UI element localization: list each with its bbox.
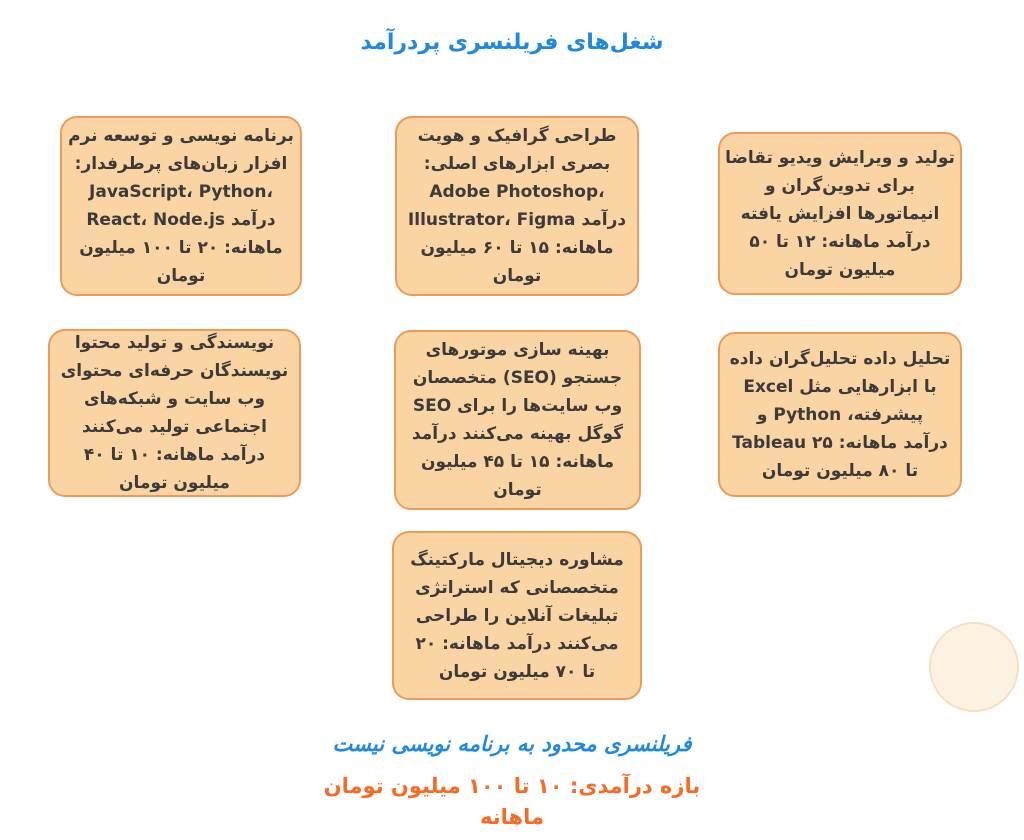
income-range-line: بازه درآمدی: ۱۰ تا ۱۰۰ میلیون تومان bbox=[323, 774, 701, 798]
job-box-graphic-design bbox=[395, 116, 639, 296]
box-text-line: تا ۷۰ میلیون تومان bbox=[438, 661, 596, 682]
box-text-line: تومان bbox=[493, 480, 542, 500]
box-text-line: مشاوره دیجیتال مارکتینگ bbox=[410, 549, 624, 570]
box-text-line: SEO وب سایت‌ها را برای bbox=[412, 396, 623, 416]
box-text-line: متخصصانی که استراتژی bbox=[415, 577, 619, 598]
box-text-line: ماهانه: ۱۵ تا ۶۰ میلیون bbox=[420, 238, 614, 258]
box-text-line: می‌کنند درآمد ماهانه: ۲۰ bbox=[415, 633, 619, 654]
box-text-line: برنامه نویسی و توسعه نرم bbox=[68, 126, 294, 146]
income-range bbox=[0, 771, 1024, 833]
job-box-content-writing bbox=[48, 329, 301, 497]
box-text-line: میلیون تومان bbox=[119, 473, 230, 493]
box-text-line: تحلیل داده تحلیل‌گران داده bbox=[729, 348, 951, 369]
box-text-line: ماهانه: ۲۰ تا ۱۰۰ میلیون bbox=[79, 238, 283, 258]
box-text-line: افزار زبان‌های پرطرفدار: bbox=[74, 154, 288, 174]
box-text-line: تومان bbox=[492, 266, 542, 286]
box-text-line: تومان bbox=[156, 266, 206, 286]
box-text-line: انیماتورها افزایش یافته bbox=[740, 203, 940, 224]
box-text-line: میلیون تومان bbox=[784, 259, 896, 280]
job-box-programming bbox=[60, 116, 302, 296]
box-text-line: JavaScript، Python، bbox=[89, 182, 273, 202]
box-text-line: تولید و ویرایش ویدیو تقاضا bbox=[725, 147, 955, 168]
box-text-line: React، Node.js درآمد bbox=[86, 210, 276, 230]
box-text-line: گوگل بهینه می‌کنند درآمد bbox=[411, 424, 624, 444]
box-text-line: پیشرفته، Python و bbox=[756, 404, 924, 425]
decorative-circle bbox=[929, 622, 1019, 712]
page-title: شغل‌های فریلنسری پردرآمد bbox=[360, 30, 664, 55]
box-text-line: ماهانه: ۱۵ تا ۴۵ میلیون bbox=[420, 452, 615, 472]
box-text-line: تا ۸۰ میلیون تومان bbox=[761, 460, 919, 481]
box-text-line: نویسندگی و تولید محتوا bbox=[74, 333, 275, 353]
job-box-data-analysis bbox=[718, 332, 962, 497]
box-text-line: نویسندگان حرفه‌ای محتوای bbox=[60, 361, 289, 381]
job-box-digital-marketing bbox=[392, 531, 642, 700]
box-text-line: طراحی گرافیک و هویت bbox=[417, 126, 617, 146]
box-text-line: جستجو (SEO) متخصصان bbox=[412, 368, 623, 388]
box-text-line: اجتماعی تولید می‌کنند bbox=[82, 417, 267, 437]
box-text-line: Tableau درآمد ماهانه: ۲۵ bbox=[732, 432, 948, 453]
box-text-line: درآمد ماهانه: ۱۲ تا ۵۰ bbox=[749, 231, 931, 252]
job-box-seo bbox=[394, 330, 641, 510]
box-text-line: Adobe Photoshop، bbox=[429, 182, 605, 202]
box-text-line: بهینه سازی موتورهای bbox=[425, 340, 610, 360]
box-text-line: وب سایت و شبکه‌های bbox=[83, 389, 266, 409]
box-text-line: تبلیغات آنلاین را طراحی bbox=[415, 605, 619, 626]
job-box-video-editing bbox=[718, 132, 962, 295]
box-text-line: برای تدوین‌گران و bbox=[764, 175, 916, 196]
box-text-line: Illustrator، Figma درآمد bbox=[407, 210, 627, 230]
box-text-line: با ابزارهایی مثل Excel bbox=[743, 376, 937, 397]
box-text-line: درآمد ماهانه: ۱۰ تا ۴۰ bbox=[83, 445, 266, 465]
box-text-line: بصری ابزارهای اصلی: bbox=[423, 154, 611, 174]
footer-note: فریلنسری محدود به برنامه نویسی نیست bbox=[332, 732, 692, 756]
income-range-line: ماهانه bbox=[480, 805, 544, 829]
